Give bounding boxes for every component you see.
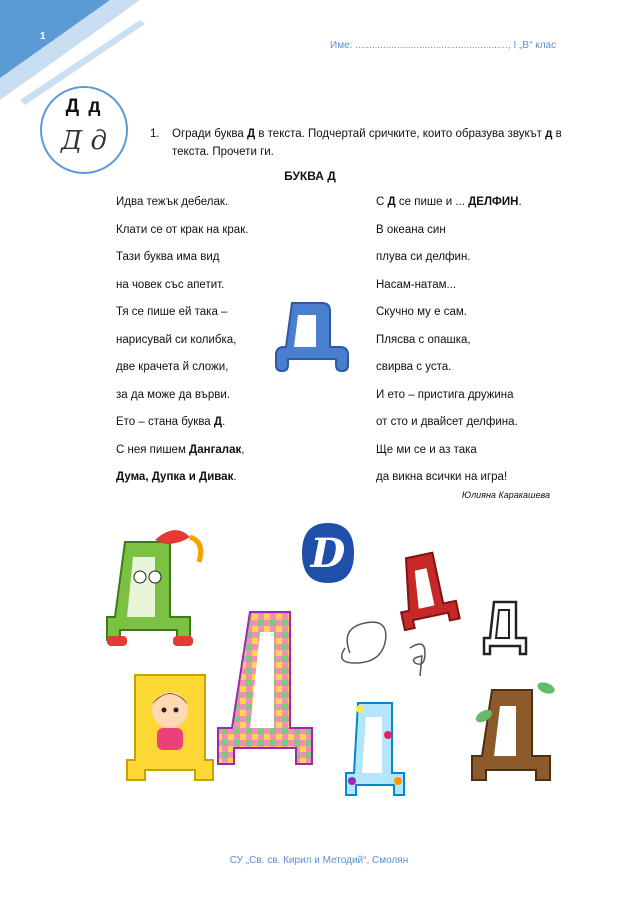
poem-text: , bbox=[241, 443, 245, 456]
poem-line bbox=[116, 303, 248, 331]
poem-text: Насам-натам... bbox=[376, 278, 457, 291]
poem-line bbox=[376, 358, 522, 386]
name-line: Име: ......................................................., I „В“ клас bbox=[330, 40, 557, 51]
girl-on-letter-image bbox=[125, 665, 215, 785]
poem-line bbox=[376, 303, 522, 331]
task-bold-sound: д bbox=[545, 128, 553, 140]
poem-line bbox=[376, 413, 522, 441]
poem-text: две крачета й сложи, bbox=[116, 361, 229, 373]
cartoon-green-letter-image bbox=[95, 522, 210, 650]
task-part: в текста. Прочети ги. bbox=[172, 128, 562, 158]
poem-line bbox=[116, 441, 248, 469]
poem-text: . bbox=[233, 471, 237, 483]
poem-text: Тя се пише ей така – bbox=[116, 306, 228, 318]
poem-line bbox=[116, 331, 248, 359]
poem-text: свирва с уста. bbox=[376, 361, 452, 373]
poem-text: плува си делфин. bbox=[376, 251, 471, 263]
poem-text: . bbox=[518, 196, 522, 208]
task-part: в текста. Подчертай сричките, които образува звукът bbox=[255, 128, 546, 140]
poem-text: В океана син bbox=[376, 223, 446, 236]
dinamo-logo-image bbox=[298, 519, 358, 587]
poem-text: Ще ми се и аз така bbox=[376, 443, 477, 456]
footer-school: СУ „Св. св. Кирил и Методий“, Смолян bbox=[229, 855, 409, 866]
poem-text: Ето – стана буква bbox=[116, 416, 214, 428]
poem-left-column bbox=[116, 193, 248, 496]
poem-text: Плясва с опашка, bbox=[376, 333, 471, 346]
poem-line bbox=[376, 193, 522, 221]
poem-text: Клати се от крак на крак. bbox=[116, 223, 249, 236]
task-text bbox=[172, 125, 565, 161]
poem-text: Скучно му е сам. bbox=[376, 306, 467, 318]
poem-line bbox=[116, 386, 248, 414]
letter-print: Д д bbox=[65, 96, 103, 117]
poem-bold-word: Дангалак bbox=[189, 443, 242, 456]
poem-line bbox=[376, 441, 522, 469]
poem-line bbox=[116, 276, 248, 304]
letter-script: Д д bbox=[61, 126, 107, 156]
poem-text: С bbox=[376, 196, 388, 208]
poem-text: нарисувай си колибка, bbox=[116, 333, 237, 346]
poem-line bbox=[116, 193, 248, 221]
poem-title: БУКВА Д bbox=[284, 169, 336, 183]
task-number: 1. bbox=[150, 128, 160, 140]
poem-line bbox=[376, 248, 522, 276]
poem-line bbox=[116, 248, 248, 276]
poem-line bbox=[376, 221, 522, 249]
floral-letter-image bbox=[340, 695, 410, 800]
svg-text:D: D bbox=[310, 530, 346, 577]
poem-line bbox=[116, 221, 248, 249]
poem-line bbox=[116, 413, 248, 441]
outline-letter-image bbox=[480, 598, 530, 658]
poem-line bbox=[376, 331, 522, 359]
poem-text: Тази буква има вид bbox=[116, 251, 220, 263]
poem-line bbox=[116, 468, 248, 496]
wooden-letter-image bbox=[462, 676, 562, 786]
task-instruction bbox=[150, 125, 565, 161]
poem-text: С нея пишем bbox=[116, 443, 190, 456]
poem-bold-word: Д bbox=[387, 196, 396, 208]
poem-text: . bbox=[222, 416, 226, 428]
poem-bold-word: Дума, Дупка и Дивак bbox=[116, 471, 234, 483]
poem-author: Юлияна Каракашева bbox=[461, 490, 550, 500]
blue-letter-d-image bbox=[270, 295, 355, 373]
poem-text: за да може да върви. bbox=[116, 388, 230, 401]
poem-text: И ето – пристига дружина bbox=[376, 388, 514, 401]
poem-text: на човек със апетит. bbox=[116, 278, 225, 291]
poem-text: се пише и ... bbox=[395, 196, 469, 208]
page-number: 1 bbox=[40, 31, 46, 42]
task-part: Огради буква bbox=[172, 128, 247, 140]
poem-right-column bbox=[376, 193, 522, 496]
task-bold-letter: Д bbox=[246, 128, 256, 140]
poem-line bbox=[116, 358, 248, 386]
poem-text: да викна всички на игра! bbox=[376, 471, 508, 483]
poem-bold-word: ДЕЛФИН bbox=[468, 196, 519, 208]
poem-line bbox=[376, 386, 522, 414]
poem-bold-word: Д bbox=[213, 416, 223, 428]
letter-badge bbox=[40, 86, 128, 174]
mosaic-letter-image bbox=[210, 608, 320, 768]
poem-text: Идва тежък дебелак. bbox=[116, 196, 229, 208]
poem-line bbox=[376, 276, 522, 304]
script-letter-image bbox=[330, 608, 440, 678]
poem-text: от сто и двайсет делфина. bbox=[376, 416, 518, 428]
